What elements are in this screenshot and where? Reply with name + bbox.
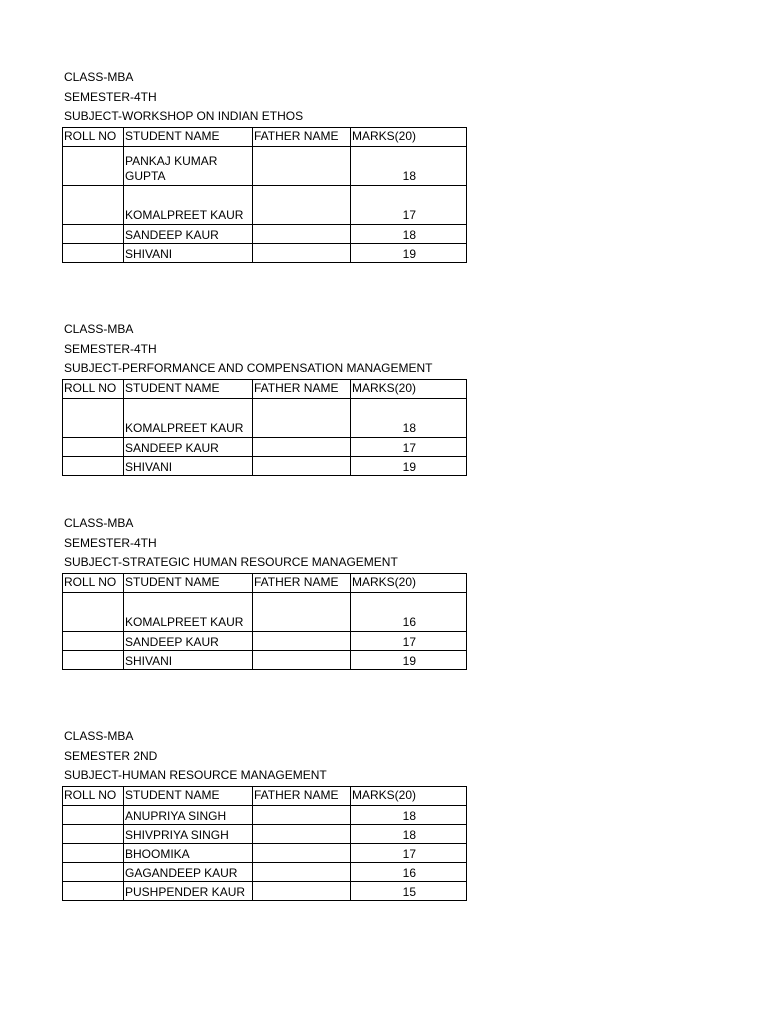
table-row — [63, 843, 467, 862]
marks-header: MARKS(20) — [351, 786, 467, 805]
semester-label: SEMESTER 2ND — [64, 748, 158, 763]
father-name-cell — [253, 650, 351, 669]
student-name-cell: GAGANDEEP KAUR — [124, 862, 253, 881]
table-header-row — [63, 379, 467, 398]
student-name-cell: SHIVANI — [124, 243, 253, 262]
father-name-cell — [253, 456, 351, 475]
student-name-cell: SHIVANI — [124, 650, 253, 669]
father-name-cell — [253, 631, 351, 650]
father-name-header: FATHER NAME — [253, 379, 351, 398]
father-name-cell — [253, 146, 351, 185]
marks-cell: 18 — [351, 824, 467, 843]
marks-section-1 — [62, 68, 466, 263]
marks-section-3 — [62, 514, 466, 670]
roll-no-header: ROLL NO — [63, 127, 124, 146]
table-row — [63, 631, 467, 650]
table-row — [63, 881, 467, 900]
marks-cell: 19 — [351, 456, 467, 475]
table-row — [63, 437, 467, 456]
subject-label: SUBJECT-HUMAN RESOURCE MANAGEMENT — [64, 768, 327, 782]
marks-header: MARKS(20) — [351, 379, 467, 398]
roll-no-cell — [63, 243, 124, 262]
table-row — [63, 592, 467, 631]
roll-no-cell — [63, 862, 124, 881]
student-name-cell: KOMALPREET KAUR — [124, 398, 253, 437]
marks-section-2 — [62, 320, 466, 476]
student-name-header: STUDENT NAME — [124, 127, 253, 146]
father-name-cell — [253, 243, 351, 262]
roll-no-cell — [63, 398, 124, 437]
semester-label: SEMESTER-4TH — [64, 535, 157, 550]
class-label: CLASS-MBA — [64, 322, 134, 336]
table-row — [63, 398, 467, 437]
semester-label: SEMESTER-4TH — [64, 341, 157, 356]
semester-label: SEMESTER-4TH — [64, 89, 157, 104]
table-row — [63, 185, 467, 224]
student-name-cell: BHOOMIKA — [124, 843, 253, 862]
marks-header: MARKS(20) — [351, 573, 467, 592]
subject-label: SUBJECT-PERFORMANCE AND COMPENSATION MANAGEMENT — [64, 361, 433, 375]
roll-no-header: ROLL NO — [63, 786, 124, 805]
marks-cell: 18 — [351, 398, 467, 437]
student-name-header: STUDENT NAME — [124, 573, 253, 592]
marks-section-4 — [62, 727, 466, 901]
student-name-cell: PUSHPENDER KAUR — [124, 881, 253, 900]
marks-cell: 15 — [351, 881, 467, 900]
father-name-cell — [253, 881, 351, 900]
roll-no-header: ROLL NO — [63, 573, 124, 592]
marks-cell: 16 — [351, 592, 467, 631]
class-label: CLASS-MBA — [64, 729, 134, 743]
roll-no-cell — [63, 185, 124, 224]
father-name-cell — [253, 224, 351, 243]
student-name-header: STUDENT NAME — [124, 786, 253, 805]
student-name-cell: ANUPRIYA SINGH — [124, 805, 253, 824]
marks-cell: 17 — [351, 437, 467, 456]
father-name-cell — [253, 398, 351, 437]
father-name-cell — [253, 805, 351, 824]
father-name-cell — [253, 592, 351, 631]
roll-no-cell — [63, 631, 124, 650]
father-name-header: FATHER NAME — [253, 786, 351, 805]
father-name-cell — [253, 824, 351, 843]
table-row — [63, 650, 467, 669]
marks-table — [62, 379, 467, 476]
student-name-cell: SANDEEP KAUR — [124, 224, 253, 243]
student-name-cell: SANDEEP KAUR — [124, 437, 253, 456]
marks-cell: 18 — [351, 805, 467, 824]
marks-cell: 17 — [351, 843, 467, 862]
marks-cell: 17 — [351, 185, 467, 224]
father-name-cell — [253, 437, 351, 456]
table-row — [63, 224, 467, 243]
roll-no-cell — [63, 843, 124, 862]
marks-cell: 17 — [351, 631, 467, 650]
roll-no-cell — [63, 456, 124, 475]
marks-table — [62, 786, 467, 901]
student-name-cell: PANKAJ KUMAR GUPTA — [124, 146, 253, 185]
father-name-header: FATHER NAME — [253, 127, 351, 146]
marks-cell: 19 — [351, 650, 467, 669]
roll-no-header: ROLL NO — [63, 379, 124, 398]
subject-label: SUBJECT-STRATEGIC HUMAN RESOURCE MANAGEMENT — [64, 555, 398, 569]
marks-cell: 16 — [351, 862, 467, 881]
roll-no-cell — [63, 224, 124, 243]
roll-no-cell — [63, 437, 124, 456]
father-name-cell — [253, 843, 351, 862]
table-row — [63, 824, 467, 843]
marks-cell: 18 — [351, 146, 467, 185]
table-header-row — [63, 786, 467, 805]
roll-no-cell — [63, 650, 124, 669]
student-name-cell: SHIVANI — [124, 456, 253, 475]
table-row — [63, 805, 467, 824]
student-name-cell: KOMALPREET KAUR — [124, 592, 253, 631]
table-row — [63, 243, 467, 262]
marks-cell: 19 — [351, 243, 467, 262]
roll-no-cell — [63, 805, 124, 824]
class-label: CLASS-MBA — [64, 70, 134, 84]
roll-no-cell — [63, 824, 124, 843]
marks-cell: 18 — [351, 224, 467, 243]
roll-no-cell — [63, 146, 124, 185]
student-name-cell: KOMALPREET KAUR — [124, 185, 253, 224]
student-name-cell: SANDEEP KAUR — [124, 631, 253, 650]
marks-header: MARKS(20) — [351, 127, 467, 146]
table-row — [63, 456, 467, 475]
student-name-cell: SHIVPRIYA SINGH — [124, 824, 253, 843]
father-name-header: FATHER NAME — [253, 573, 351, 592]
table-row — [63, 146, 467, 185]
subject-label: SUBJECT-WORKSHOP ON INDIAN ETHOS — [64, 109, 304, 123]
student-name-header: STUDENT NAME — [124, 379, 253, 398]
roll-no-cell — [63, 881, 124, 900]
table-header-row — [63, 127, 467, 146]
father-name-cell — [253, 862, 351, 881]
father-name-cell — [253, 185, 351, 224]
marks-table — [62, 573, 467, 670]
table-header-row — [63, 573, 467, 592]
table-row — [63, 862, 467, 881]
class-label: CLASS-MBA — [64, 516, 134, 530]
marks-table — [62, 127, 467, 263]
roll-no-cell — [63, 592, 124, 631]
